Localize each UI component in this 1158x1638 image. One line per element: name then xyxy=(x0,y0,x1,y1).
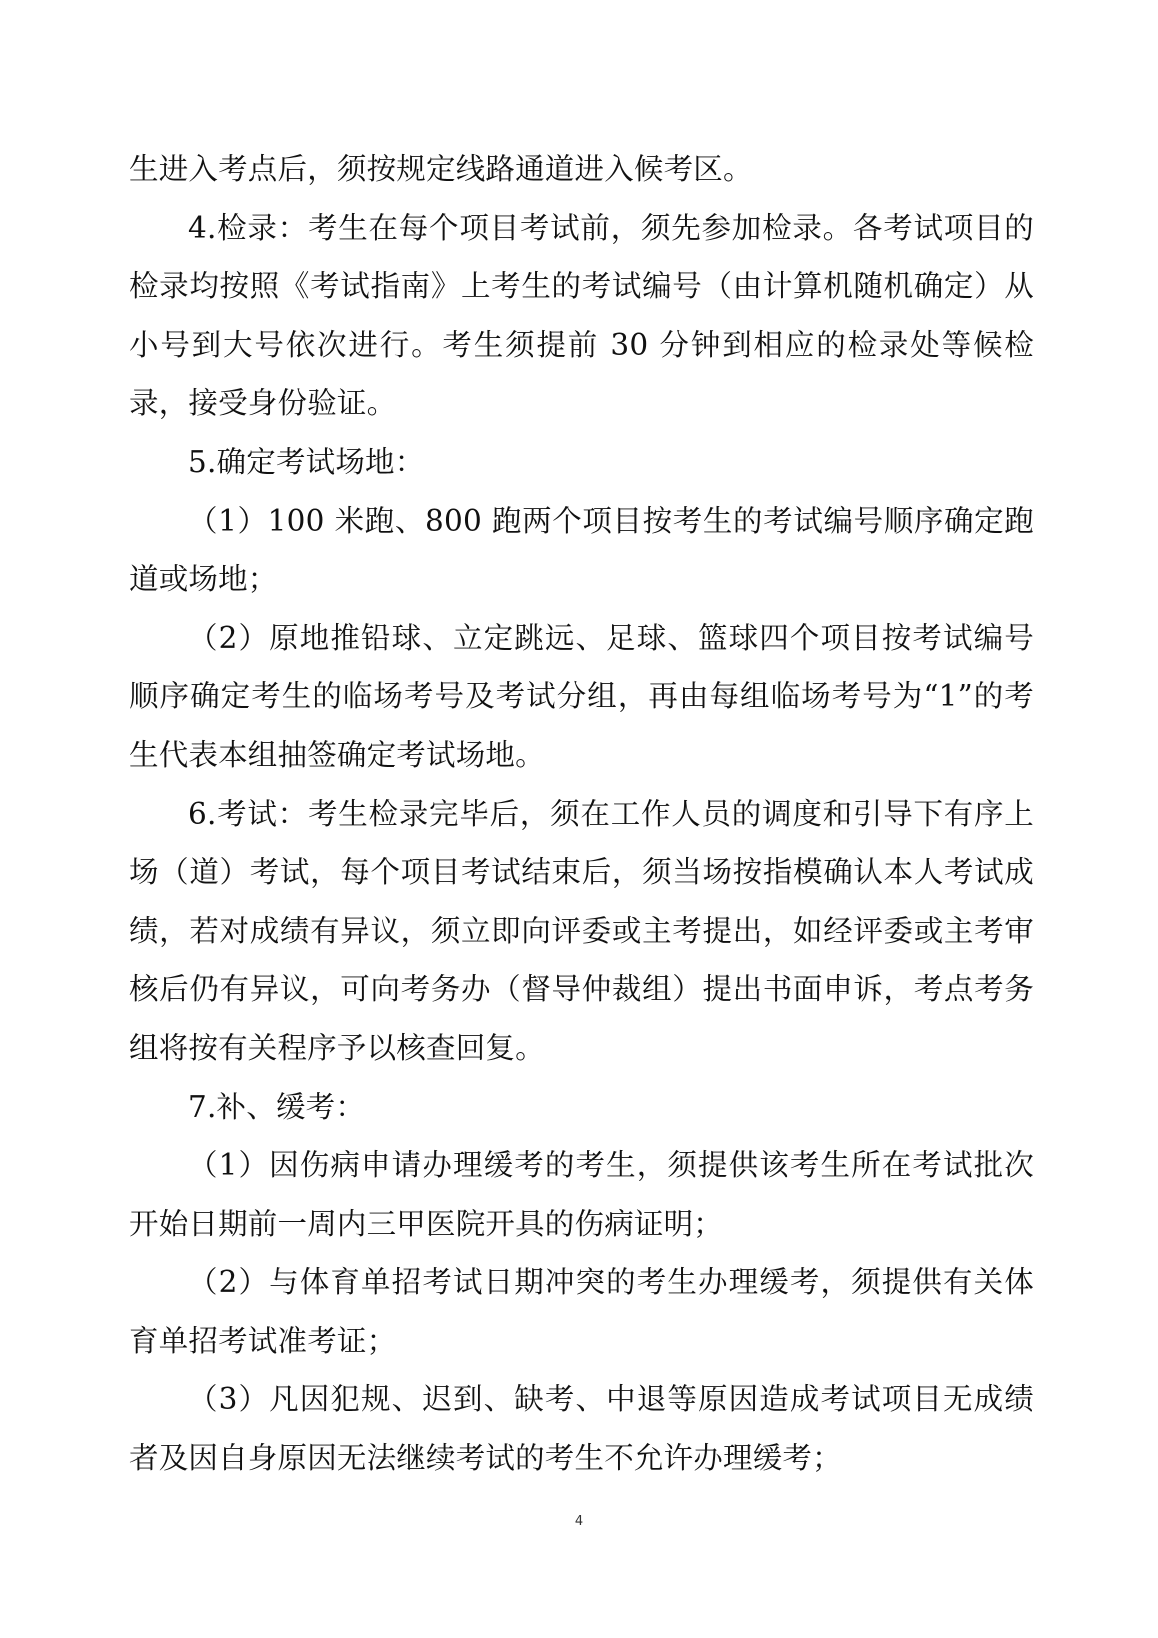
paragraph-check-in: 4.检录：考生在每个项目考试前，须先参加检录。各考试项目的检录均按照《考试指南》上考生的考试编号（由计算机随机确定）从小号到大号依次进行。考生须提前 30 分钟到相应的检录处等候检录，接受身份验证。 xyxy=(129,210,1034,421)
paragraph-continuation: 生进入考点后，须按规定线路通道进入候考区。 xyxy=(129,152,753,186)
heading-venue: 5.确定考试场地： xyxy=(188,444,425,479)
page-number: 4 xyxy=(574,1514,584,1529)
paragraph-makeup-item-2: （2）与体育单招考试日期冲突的考生办理缓考，须提供有关体育单招考试准考证； xyxy=(129,1265,1034,1358)
heading-makeup-exam: 7.补、缓考： xyxy=(188,1089,366,1124)
paragraph-venue-item-2: （2）原地推铅球、立定跳远、足球、篮球四个项目按考试编号顺序确定考生的临场考号及考试分组，再由每组临场考号为“1”的考生代表本组抽签确定考试场地。 xyxy=(129,620,1034,772)
paragraph-makeup-item-3: （3）凡因犯规、迟到、缺考、中退等原因造成考试项目无成绩者及因自身原因无法继续考试的考生不允许办理缓考； xyxy=(129,1382,1034,1476)
document-body xyxy=(129,140,1034,1488)
paragraph-venue-item-1: （1）100 米跑、800 跑两个项目按考生的考试编号顺序确定跑道或场地； xyxy=(129,503,1034,597)
paragraph-exam: 6.考试：考生检录完毕后，须在工作人员的调度和引导下有序上场（道）考试，每个项目考试结束后，须当场按指模确认本人考试成绩，若对成绩有异议，须立即向评委或主考提出，如经评委或主考审核后仍有异议，可向考务办（督导仲裁组）提出书面申诉，考点考务组将按有关程序予以核查回复。 xyxy=(129,796,1034,1065)
paragraph-makeup-item-1: （1）因伤病申请办理缓考的考生，须提供该考生所在考试批次开始日期前一周内三甲医院开具的伤病证明； xyxy=(129,1148,1034,1241)
